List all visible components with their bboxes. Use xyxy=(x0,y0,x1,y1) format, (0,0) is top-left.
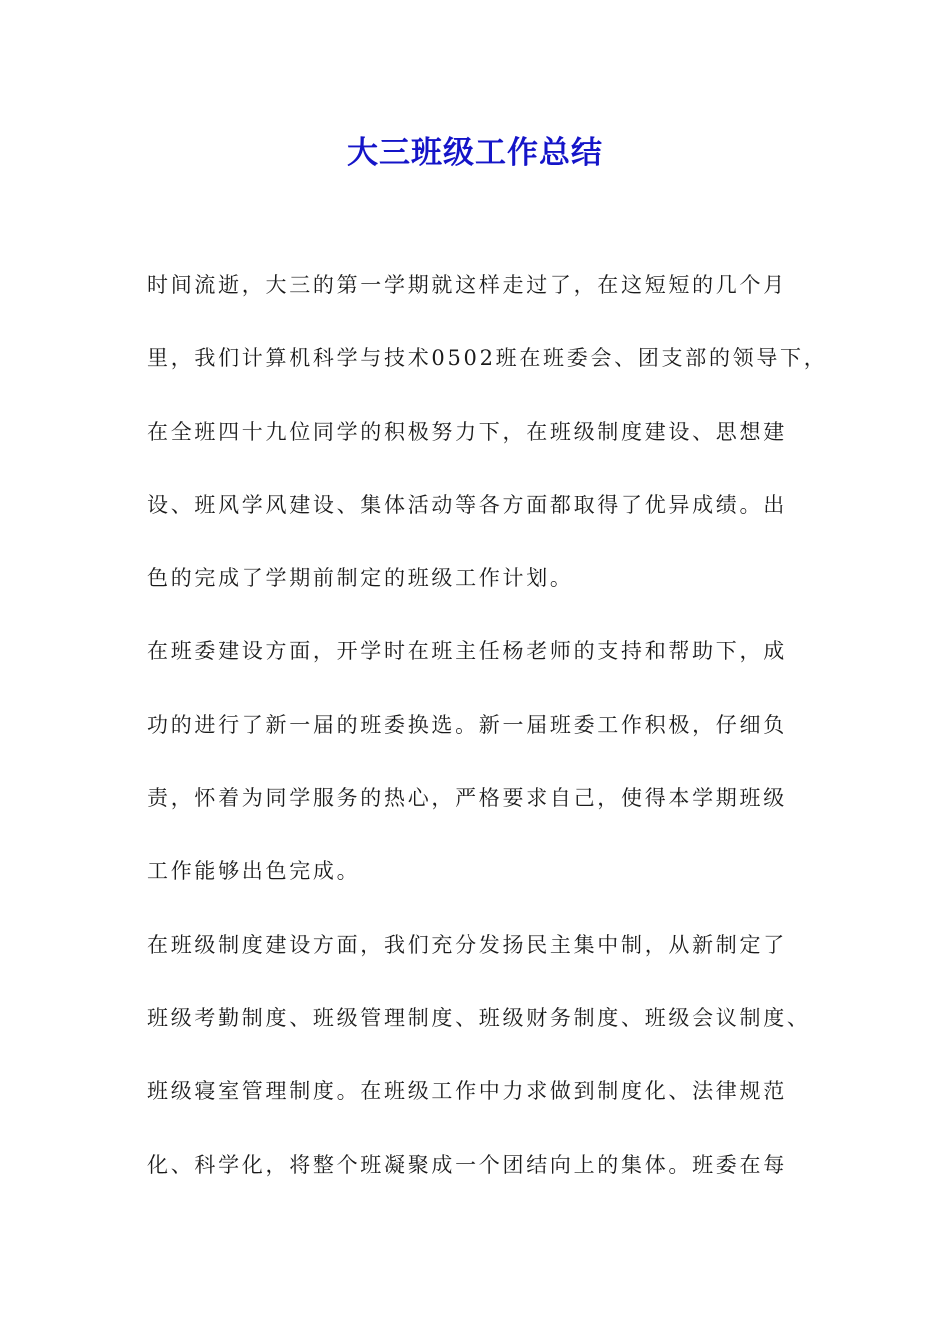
document-body xyxy=(147,261,828,1214)
text-line: 在班级制度建设方面，我们充分发扬民主集中制，从新制定了 xyxy=(147,932,787,957)
text-line: 化、科学化，将整个班凝聚成一个团结向上的集体。班委在每 xyxy=(147,1152,787,1177)
text-line: 里，我们计算机科学与技术0502班在班委会、团支部的领导下， xyxy=(147,346,828,371)
text-line: 时间流逝，大三的第一学期就这样走过了，在这短短的几个月 xyxy=(147,273,787,297)
document-title: 大三班级工作总结 xyxy=(347,135,603,171)
text-line: 班级考勤制度、班级管理制度、班级财务制度、班级会议制度、 xyxy=(147,1005,811,1030)
text-line: 在全班四十九位同学的积极努力下，在班级制度建设、思想建 xyxy=(147,419,787,444)
text-line: 班级寝室管理制度。在班级工作中力求做到制度化、法律规范 xyxy=(147,1079,787,1104)
text-line: 色的完成了学期前制定的班级工作计划。 xyxy=(147,566,574,591)
text-line: 在班委建设方面，开学时在班主任杨老师的支持和帮助下，成 xyxy=(147,639,787,664)
text-line: 设、班风学风建设、集体活动等各方面都取得了优异成绩。出 xyxy=(147,492,787,517)
text-line: 工作能够出色完成。 xyxy=(147,859,361,884)
text-line: 功的进行了新一届的班委换选。新一届班委工作积极，仔细负 xyxy=(147,712,787,737)
text-line: 责，怀着为同学服务的热心，严格要求自己，使得本学期班级 xyxy=(147,786,787,811)
